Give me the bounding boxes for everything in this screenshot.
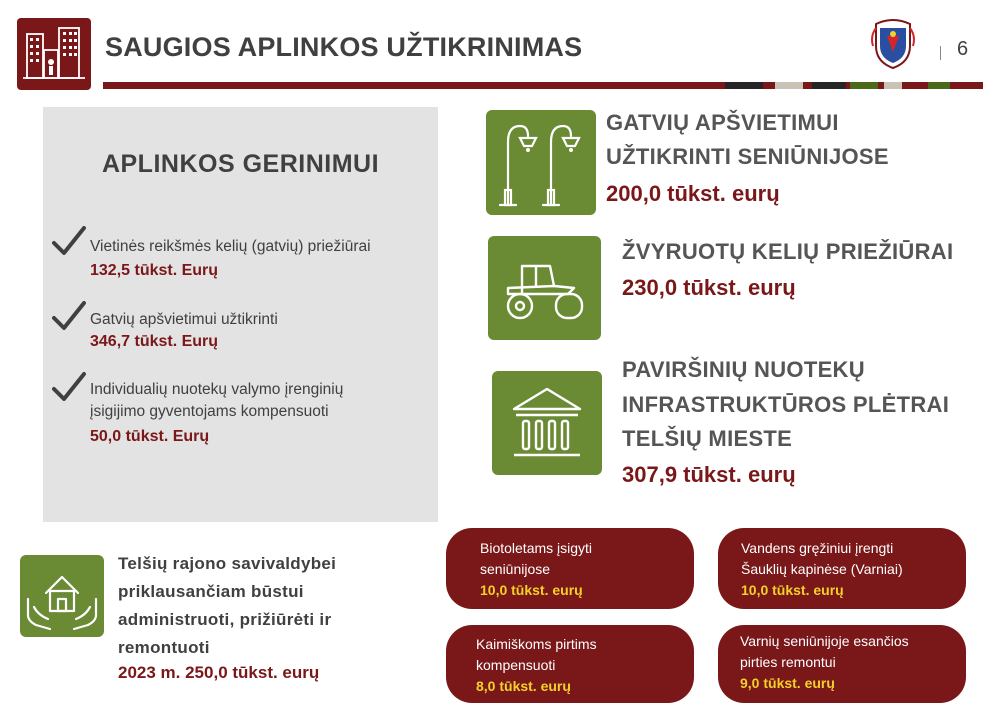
street-lamp-icon bbox=[486, 110, 596, 215]
roads-label: ŽVYRUOTŲ KELIŲ PRIEŽIŪRAI bbox=[622, 239, 954, 264]
header-decor-2 bbox=[775, 82, 803, 89]
coat-of-arms bbox=[870, 16, 916, 70]
panel-item-1-text: Vietinės reikšmės kelių (gatvių) priežiūrai bbox=[90, 238, 371, 255]
coat-of-arms-icon bbox=[870, 16, 916, 70]
pill-3-value: 8,0 tūkst. eurų bbox=[476, 678, 571, 694]
institution-building-icon bbox=[492, 371, 602, 475]
pill-3-line1: Kaimiškoms pirtims bbox=[476, 636, 597, 652]
pill-water-well bbox=[718, 528, 966, 609]
panel-title: APLINKOS GERINIMUI bbox=[101, 150, 380, 178]
panel-item-2-text: Gatvių apšvietimui užtikrinti bbox=[90, 311, 278, 328]
pill-2-line2: Šauklių kapinėse (Varniai) bbox=[741, 561, 903, 577]
housing-text-line3: administruoti, prižiūrėti ir bbox=[118, 610, 332, 629]
housing-text bbox=[118, 550, 418, 662]
panel-item-3-value: 50,0 tūkst. Eurų bbox=[90, 428, 210, 445]
pill-4-line1: Varnių seniūnijoje esančios bbox=[740, 633, 909, 649]
housing-text-line4: remontuoti bbox=[118, 638, 210, 657]
drainage-value: 307,9 tūkst. eurų bbox=[622, 462, 796, 487]
lighting-label-line2: UŽTIKRINTI SENIŪNIJOSE bbox=[606, 144, 889, 169]
header-decor-3 bbox=[812, 82, 846, 89]
pill-2-value: 10,0 tūkst. eurų bbox=[741, 582, 844, 598]
header-decor-4 bbox=[850, 82, 878, 89]
header-decor-1 bbox=[725, 82, 763, 89]
housing-value: 2023 m. 250,0 tūkst. eurų bbox=[118, 663, 320, 682]
house-hands-icon bbox=[20, 555, 104, 637]
housing-icon-box bbox=[20, 555, 104, 637]
lighting-value: 200,0 tūkst. eurų bbox=[606, 181, 780, 206]
checkmark-icon bbox=[52, 372, 86, 402]
pill-4-value: 9,0 tūkst. eurų bbox=[740, 675, 835, 691]
panel-item-2-value: 346,7 tūkst. Eurų bbox=[90, 333, 219, 350]
roads-icon-box bbox=[488, 236, 601, 340]
pill-4-line2: pirties remontui bbox=[740, 654, 836, 670]
housing-text-line1: Telšių rajono savivaldybei bbox=[118, 554, 337, 573]
pill-sauna-repair bbox=[718, 625, 966, 703]
page-separator bbox=[940, 46, 941, 60]
pill-1-line2: seniūnijose bbox=[480, 561, 551, 577]
pill-1-value: 10,0 tūkst. eurų bbox=[480, 582, 583, 598]
city-buildings-icon bbox=[17, 18, 91, 90]
road-roller-icon bbox=[488, 236, 601, 340]
checkmark-icon bbox=[52, 226, 86, 256]
drainage-label-line3: TELŠIŲ MIESTE bbox=[622, 426, 793, 451]
panel-item-1-value: 132,5 tūkst. Eurų bbox=[90, 262, 219, 279]
header-decor-6 bbox=[928, 82, 950, 89]
roads-value: 230,0 tūkst. eurų bbox=[622, 275, 796, 300]
drainage-label-line2: INFRASTRUKTŪROS PLĖTRAI bbox=[622, 392, 950, 417]
drainage-label-line1: PAVIRŠINIŲ NUOTEKŲ bbox=[622, 357, 865, 382]
pill-3-line2: kompensuoti bbox=[476, 657, 556, 673]
pill-2-line1: Vandens gręžiniui įrengti bbox=[741, 540, 894, 556]
lighting-label-line1: GATVIŲ APŠVIETIMUI bbox=[606, 110, 839, 135]
pill-1-line1: Biotoletams įsigyti bbox=[480, 540, 593, 556]
page-title: SAUGIOS APLINKOS UŽTIKRINIMAS bbox=[105, 32, 583, 62]
housing-text-line2: priklausančiam būstui bbox=[118, 582, 304, 601]
pill-biotoilets bbox=[446, 528, 694, 609]
pill-saunas bbox=[446, 625, 694, 703]
lighting-icon-box bbox=[486, 110, 596, 215]
page-number: 6 bbox=[957, 38, 969, 60]
panel-item-3-text-line2: įsigijimo gyventojams kompensuoti bbox=[90, 403, 329, 420]
panel-item-3-text-line1: Individualių nuotekų valymo įrenginių bbox=[90, 381, 344, 398]
checkmark-icon bbox=[52, 301, 86, 331]
drainage-icon-box bbox=[492, 371, 602, 475]
header-logo bbox=[17, 18, 91, 90]
header-decor-5 bbox=[884, 82, 902, 89]
